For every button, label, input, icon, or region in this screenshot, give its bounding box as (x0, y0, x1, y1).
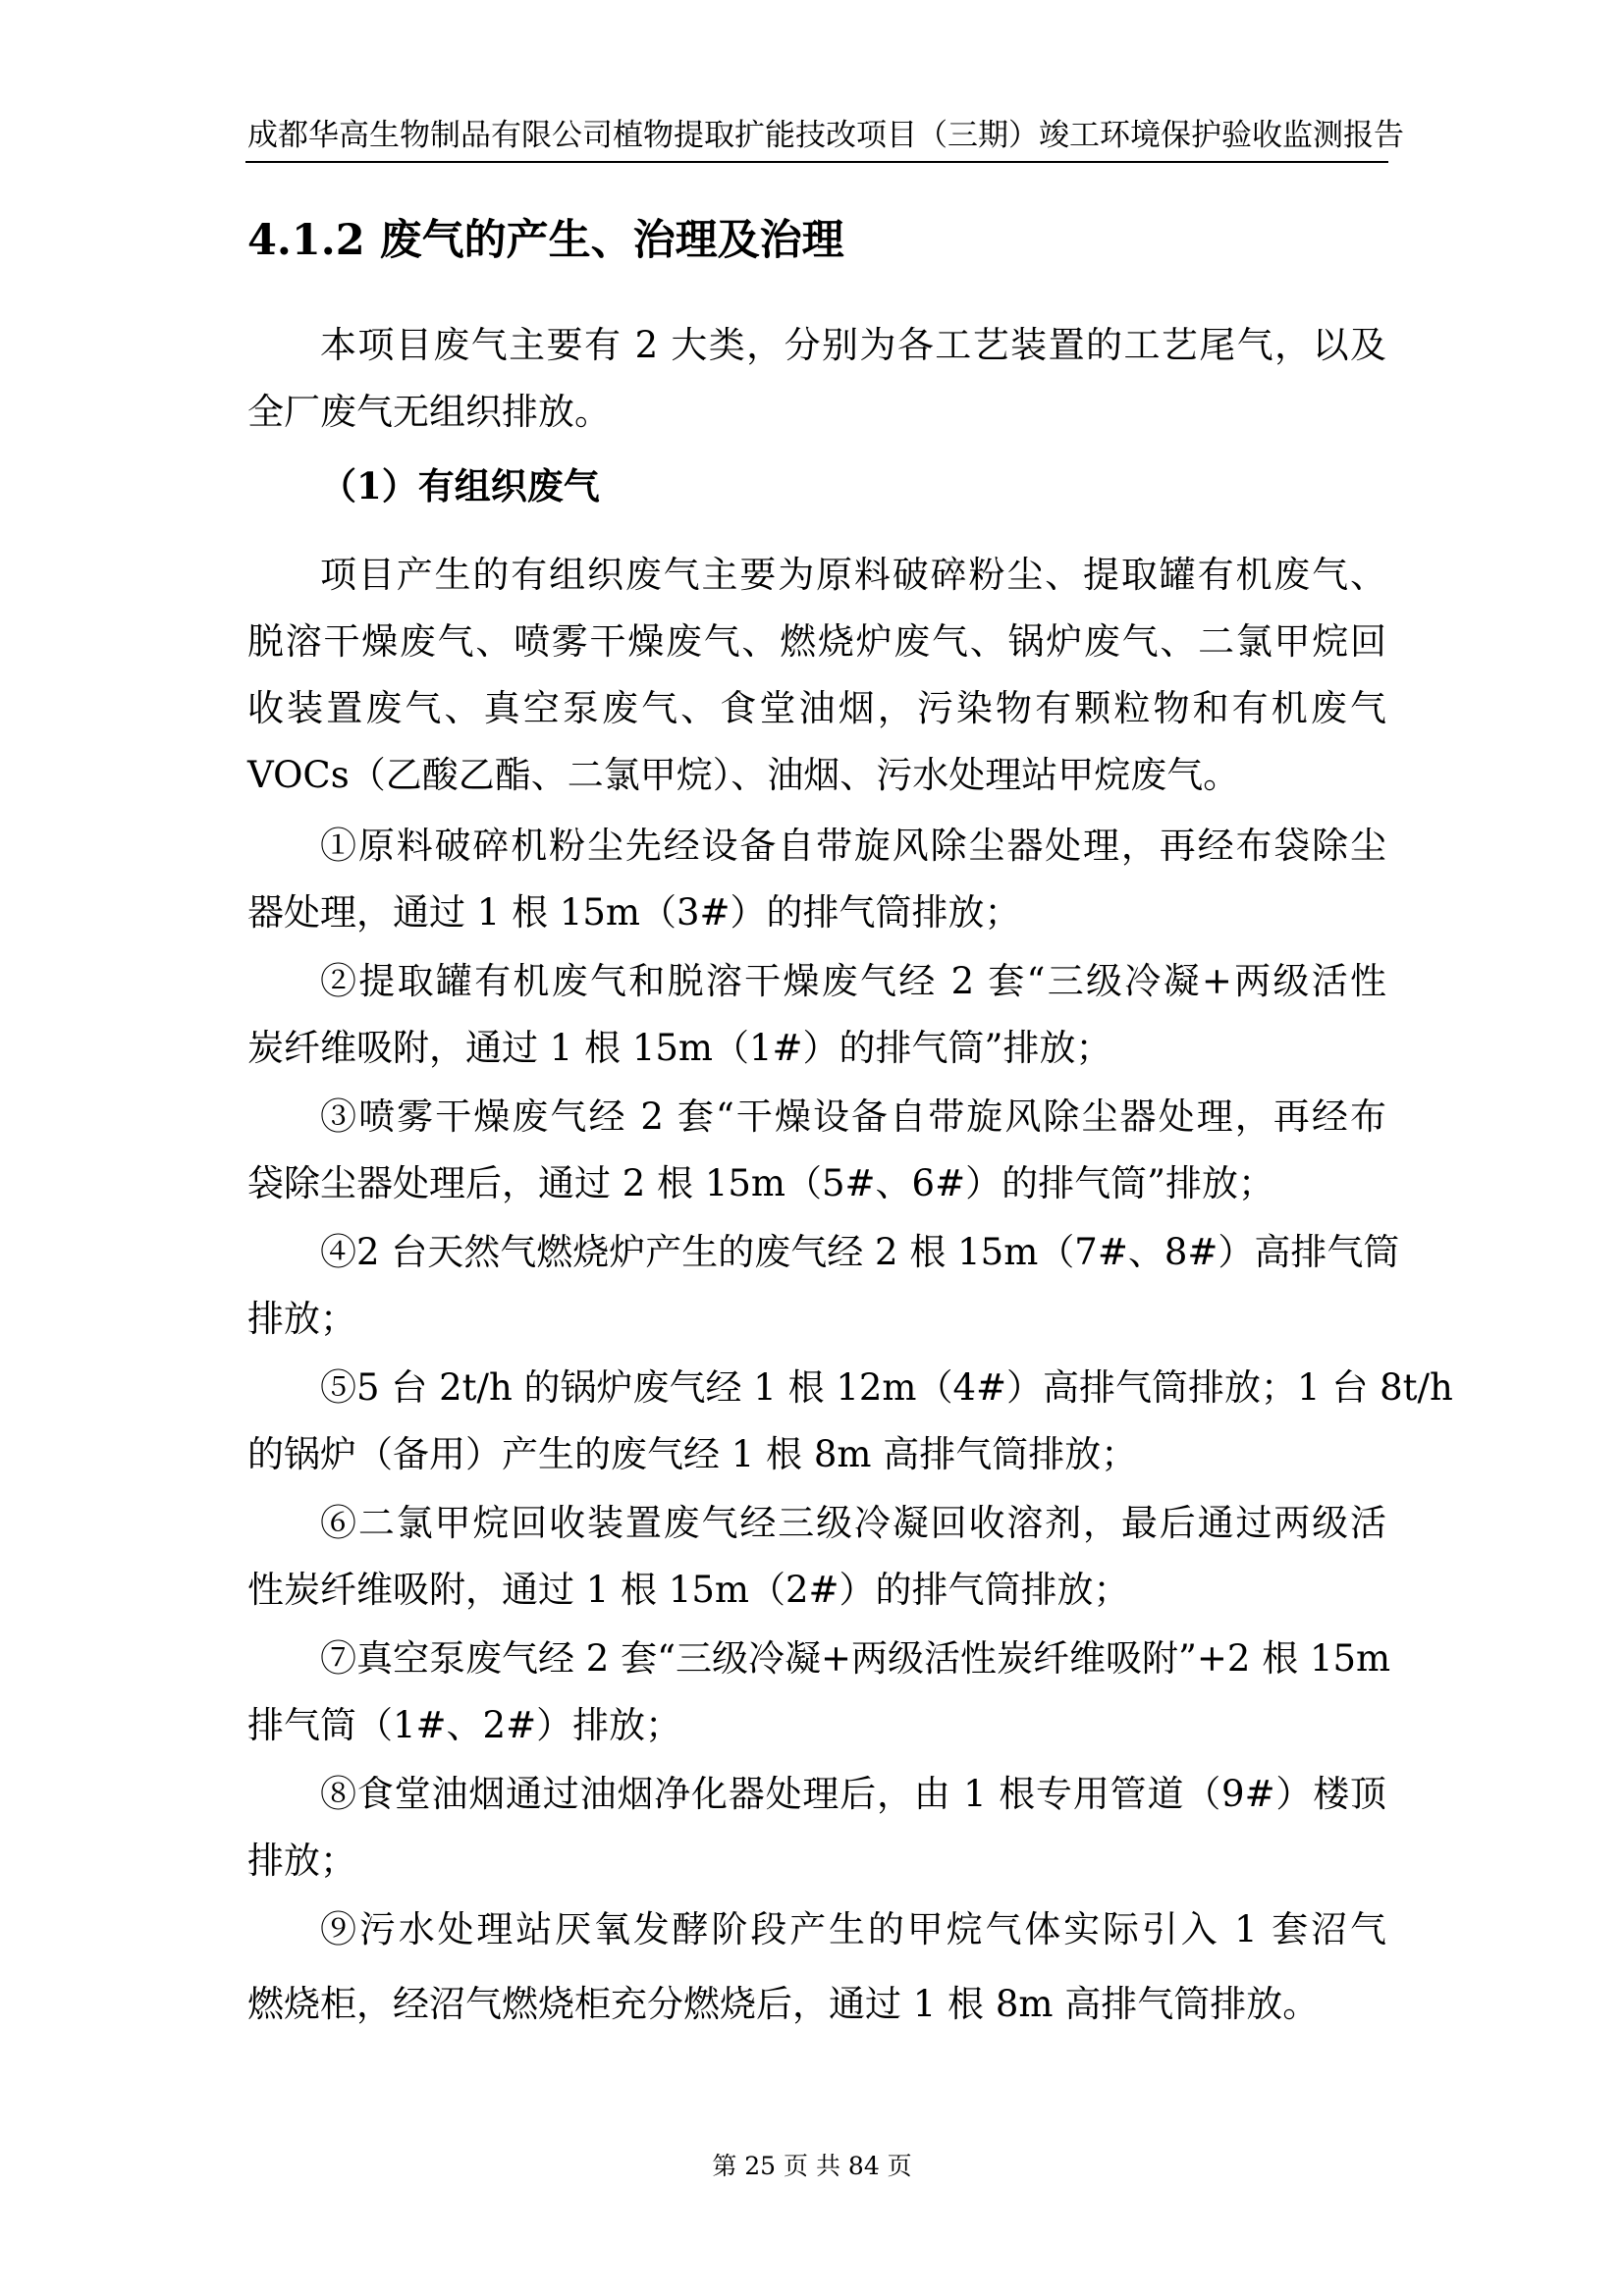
text-line: 燃烧柜，经沼气燃烧柜充分燃烧后，通过 1 根 8m 高排气筒排放。 (247, 1983, 1320, 2025)
item-8 (247, 1761, 1386, 1895)
text-line: 排气筒（1#、2#）排放； (247, 1704, 682, 1746)
text-line: 本项目废气主要有 2 大类，分别为各工艺装置的工艺尾气，以及 (320, 324, 1386, 366)
text-line: ⑤5 台 2t/h 的锅炉废气经 1 根 12m（4#）高排气筒排放；1 台 8t/h (320, 1366, 1453, 1409)
text-line: ②提取罐有机废气和脱溶干燥废气经 2 套“三级冷凝+两级活性 (320, 960, 1386, 1002)
item-3 (247, 1084, 1386, 1217)
item-5 (247, 1355, 1453, 1488)
item-7 (247, 1626, 1391, 1759)
text-line: 的锅炉（备用）产生的废气经 1 根 8m 高排气筒排放； (247, 1433, 1138, 1475)
item-9 (247, 1896, 1386, 2038)
text-line: 收装置废气、真空泵废气、食堂油烟，污染物有颗粒物和有机废气 (247, 687, 1386, 729)
text-line: ⑧食堂油烟通过油烟净化器处理后，由 1 根专用管道（9#）楼顶 (320, 1773, 1386, 1815)
text-line: 袋除尘器处理后，通过 2 根 15m（5#、6#）的排气筒”排放； (247, 1162, 1274, 1204)
text-line: ①原料破碎机粉尘先经设备自带旋风除尘器处理，再经布袋除尘 (320, 825, 1386, 867)
header-divider (245, 161, 1388, 163)
summary-paragraph (247, 542, 1386, 809)
item-1 (247, 813, 1386, 946)
text-line: ③喷雾干燥废气经 2 套“干燥设备自带旋风除尘器处理，再经布 (320, 1095, 1386, 1138)
text-line: 炭纤维吸附，通过 1 根 15m（1#）的排气筒”排放； (247, 1027, 1112, 1069)
text-line: ⑥二氯甲烷回收装置废气经三级冷凝回收溶剂，最后通过两级活 (320, 1502, 1386, 1544)
text-line: 排放； (247, 1840, 356, 1882)
intro-paragraph (247, 312, 1386, 446)
text-line: 性炭纤维吸附，通过 1 根 15m（2#）的排气筒排放； (247, 1569, 1130, 1611)
text-line: 脱溶干燥废气、喷雾干燥废气、燃烧炉废气、锅炉废气、二氯甲烷回 (247, 620, 1386, 663)
report-header-title: 成都华高生物制品有限公司植物提取扩能技改项目（三期）竣工环境保护验收监测报告 (247, 118, 1404, 153)
text-line: ⑨污水处理站厌氧发酵阶段产生的甲烷气体实际引入 1 套沼气 (320, 1908, 1386, 1950)
text-line: 项目产生的有组织废气主要为原料破碎粉尘、提取罐有机废气、 (320, 554, 1386, 596)
text-line: ⑦真空泵废气经 2 套“三级冷凝+两级活性炭纤维吸附”+2 根 15m (320, 1637, 1391, 1680)
text-line: ④2 台天然气燃烧炉产生的废气经 2 根 15m（7#、8#）高排气筒 (320, 1231, 1400, 1273)
item-6 (247, 1490, 1386, 1624)
text-line: 器处理，通过 1 根 15m（3#）的排气筒排放； (247, 891, 1021, 934)
page-number: 第 25 页 共 84 页 (712, 2152, 912, 2180)
item-4 (247, 1219, 1400, 1353)
item-2 (247, 948, 1386, 1082)
text-line: 全厂废气无组织排放。 (247, 391, 611, 433)
section-title: 4.1.2 废气的产生、治理及治理 (247, 216, 844, 265)
text-line: 排放； (247, 1298, 356, 1340)
subsection-title: （1）有组织废气 (320, 464, 600, 507)
text-line: VOCs（乙酸乙酯、二氯甲烷）、油烟、污水处理站甲烷废气。 (247, 754, 1240, 796)
